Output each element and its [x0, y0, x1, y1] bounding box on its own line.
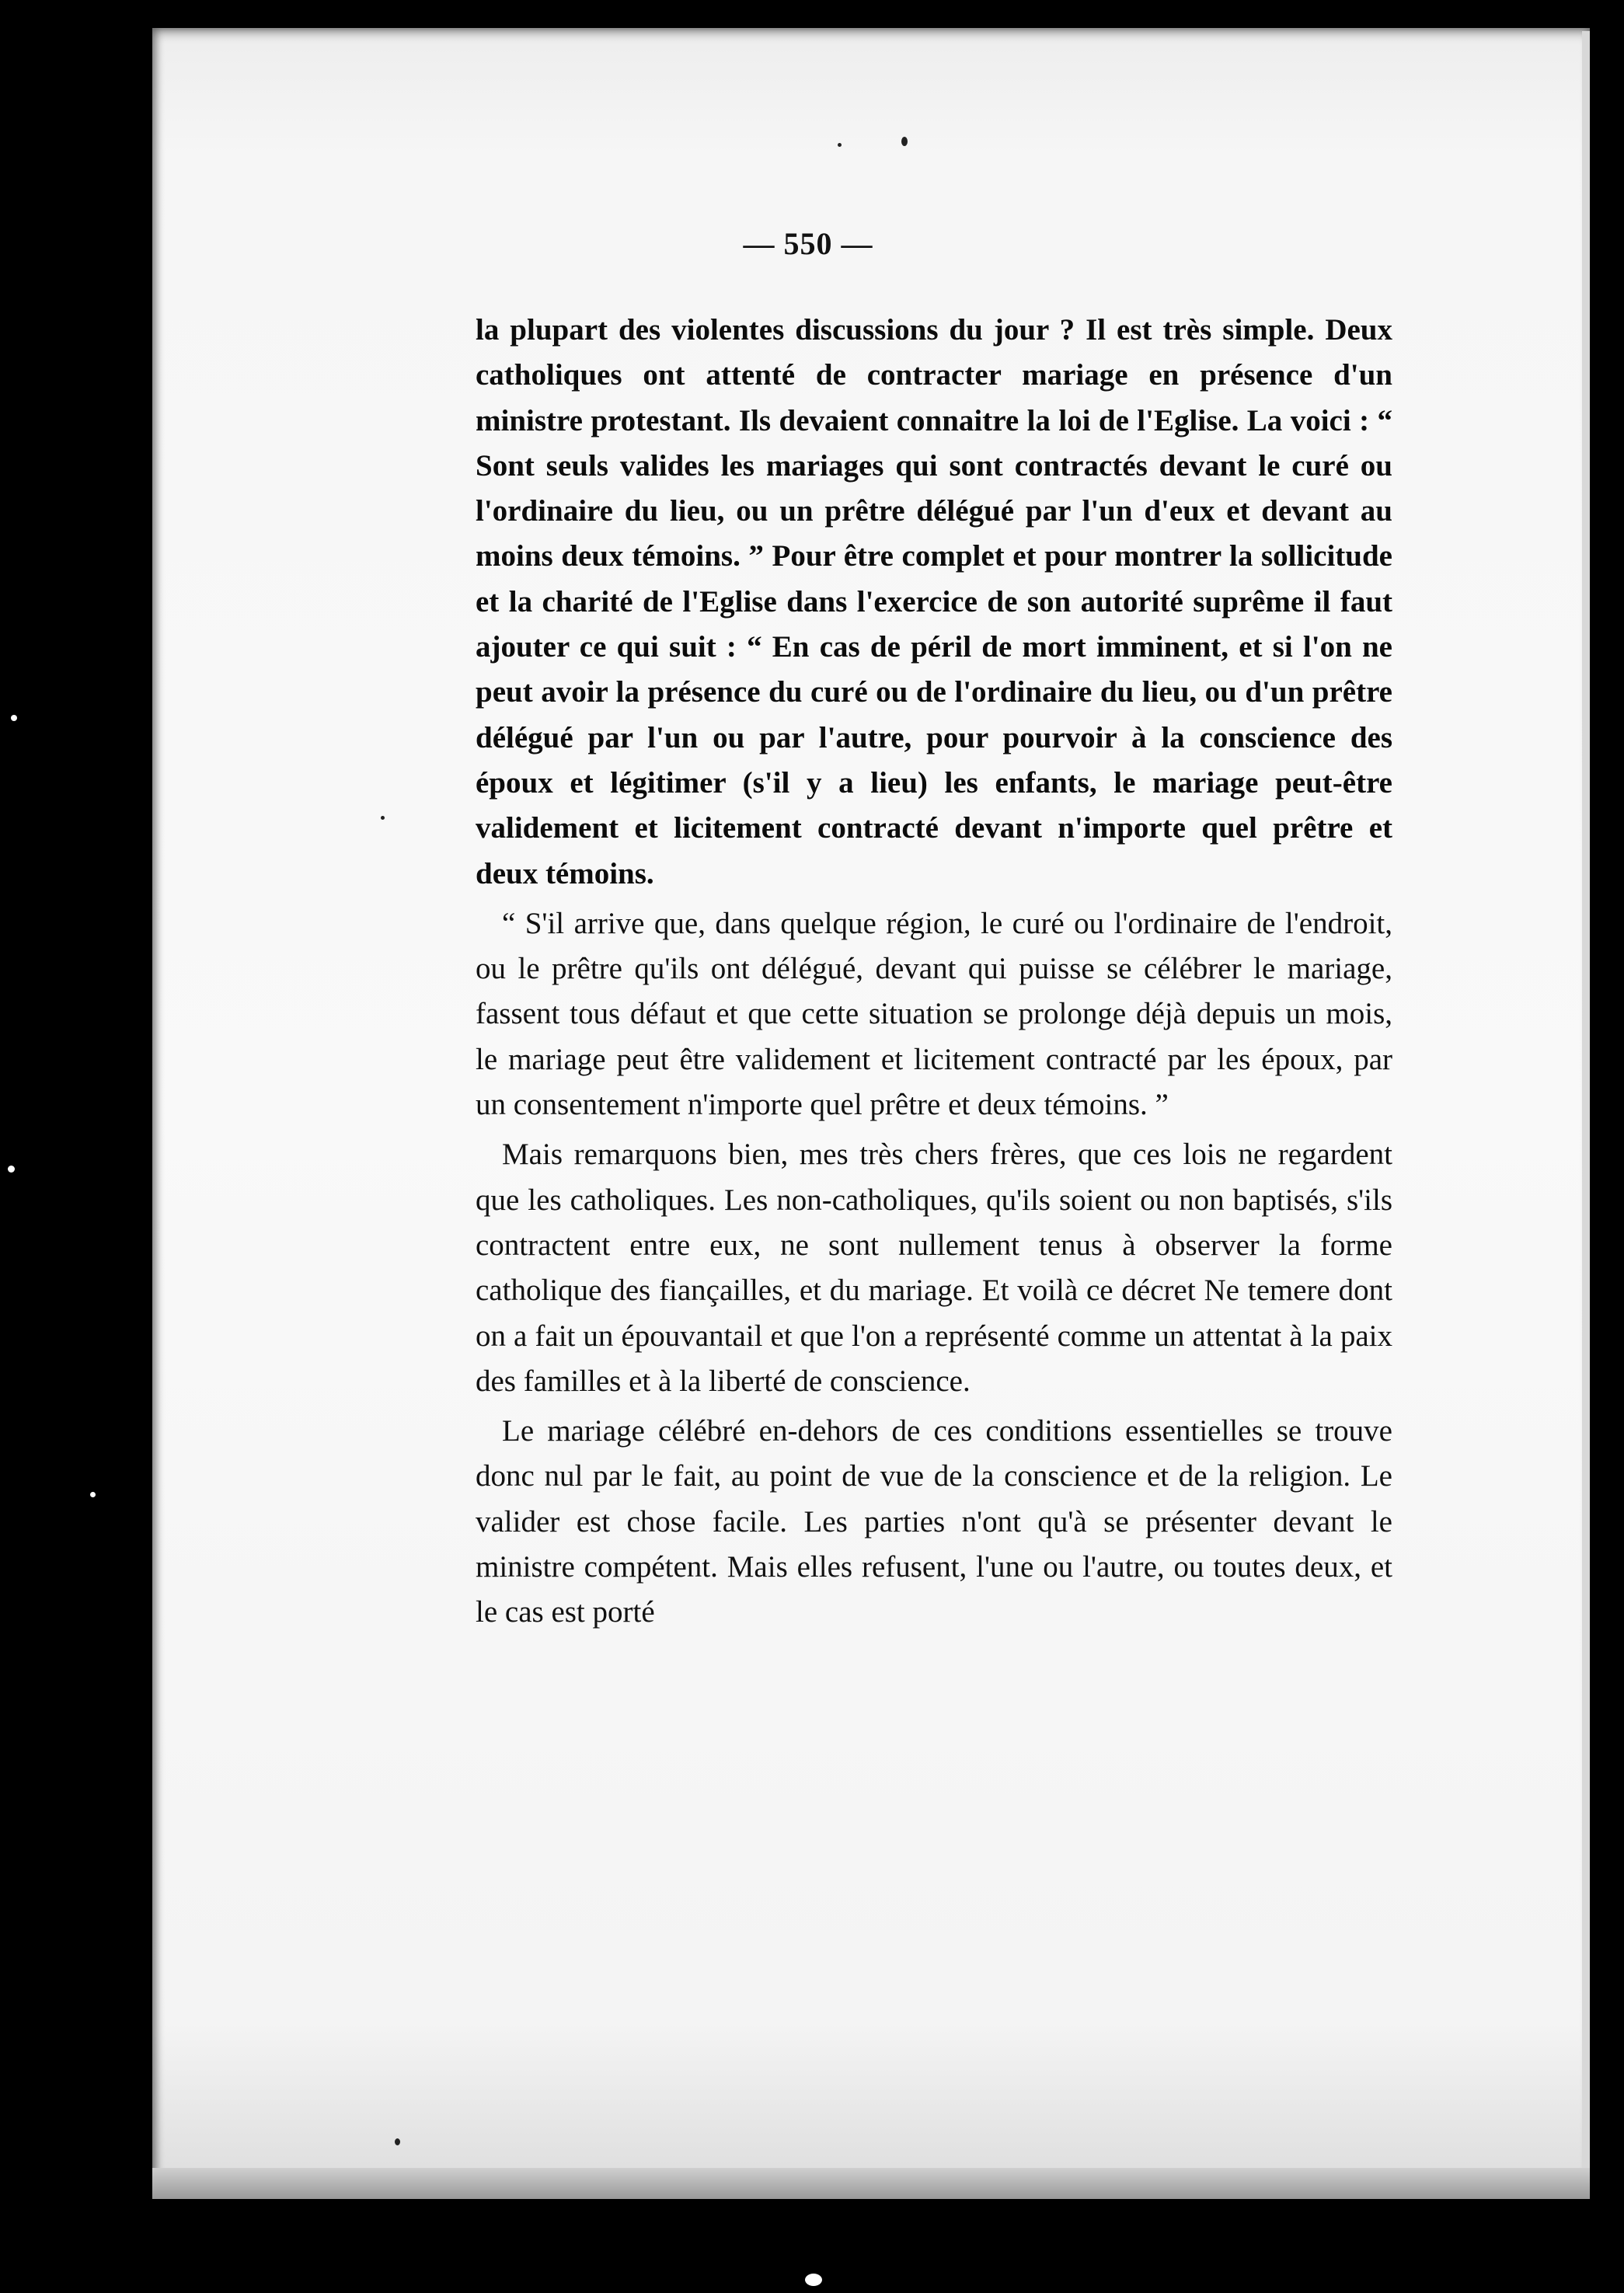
page-right-edge	[1582, 31, 1590, 2199]
paragraph-4: Le mariage célébré en-dehors de ces conditions essentielles se trouve donc nul par le fait, au point de vue de la conscience et de la religion. Le valider est chose facile. Les parties n'ont qu'à se présenter devant le ministre compétent. Mais elles refusent, l'une ou l'autre, ou toutes deux, et le cas est porté	[476, 1414, 1392, 1629]
scan-speck	[395, 2138, 400, 2145]
page-bottom-edge	[152, 2168, 1590, 2199]
paragraph-2: “ S'il arrive que, dans quelque région, le curé ou l'ordinaire de l'endroit, ou le prêtre qu'ils ont délégué, devant qui puisse se célébrer le mariage, fassent tous défaut et que cette situation se prolonge déjà depuis un mois, le mariage peut être validement et licitement contracté par les époux, par un consentement n'importe quel prêtre et deux témoins. ”	[476, 906, 1392, 1122]
paragraph-1: la plupart des violentes discussions du jour ? Il est très simple. Deux catholiques ont attenté de contracter mariage en présence d'un ministre protestant. Ils devaient connaitre la loi de l'Eglise. La voici : “ Sont seuls valides les mariages qui sont contractés devant le curé ou l'ordinaire du lieu, ou un prêtre délégué par l'un d'eux et devant au moins deux témoins. ” Pour être complet et pour montrer la sollicitude et la charité de l'Eglise dans l'exercice de son autorité suprême il faut ajouter ce qui suit : “ En cas de péril de mort imminent, et si l'on ne peut avoir la présence du curé ou de l'ordinaire du lieu, ou d'un prêtre délégué par l'un ou par l'autre, pour pourvoir à la conscience des époux et légitimer (s'il y a lieu) les enfants, le mariage peut-être validement et licitement contracté devant n'importe quel prêtre et deux témoins.	[476, 313, 1392, 890]
scan-speck	[838, 143, 842, 147]
scan-speck	[805, 2274, 822, 2286]
page-number: — 550 —	[743, 226, 873, 261]
paragraph-3: Mais remarquons bien, mes très chers frères, que ces lois ne regardent que les catholiques. Les non-catholiques, qu'ils soient ou non baptisés, s'ils contractent entre eux, ne sont nullement tenus à observer la forme catholique des fiançailles, et du mariage. Et voilà ce décret Ne temere dont on a fait un épouvantail et que l'on a représenté comme un attentat à la paix des familles et à la liberté de conscience.	[476, 1138, 1392, 1398]
scan-speck	[11, 715, 17, 721]
body-text	[476, 308, 1392, 1636]
scan-speck	[90, 1492, 96, 1497]
scan-speck	[381, 816, 385, 820]
scan-speck	[8, 1166, 15, 1173]
scan-speck	[901, 137, 908, 146]
